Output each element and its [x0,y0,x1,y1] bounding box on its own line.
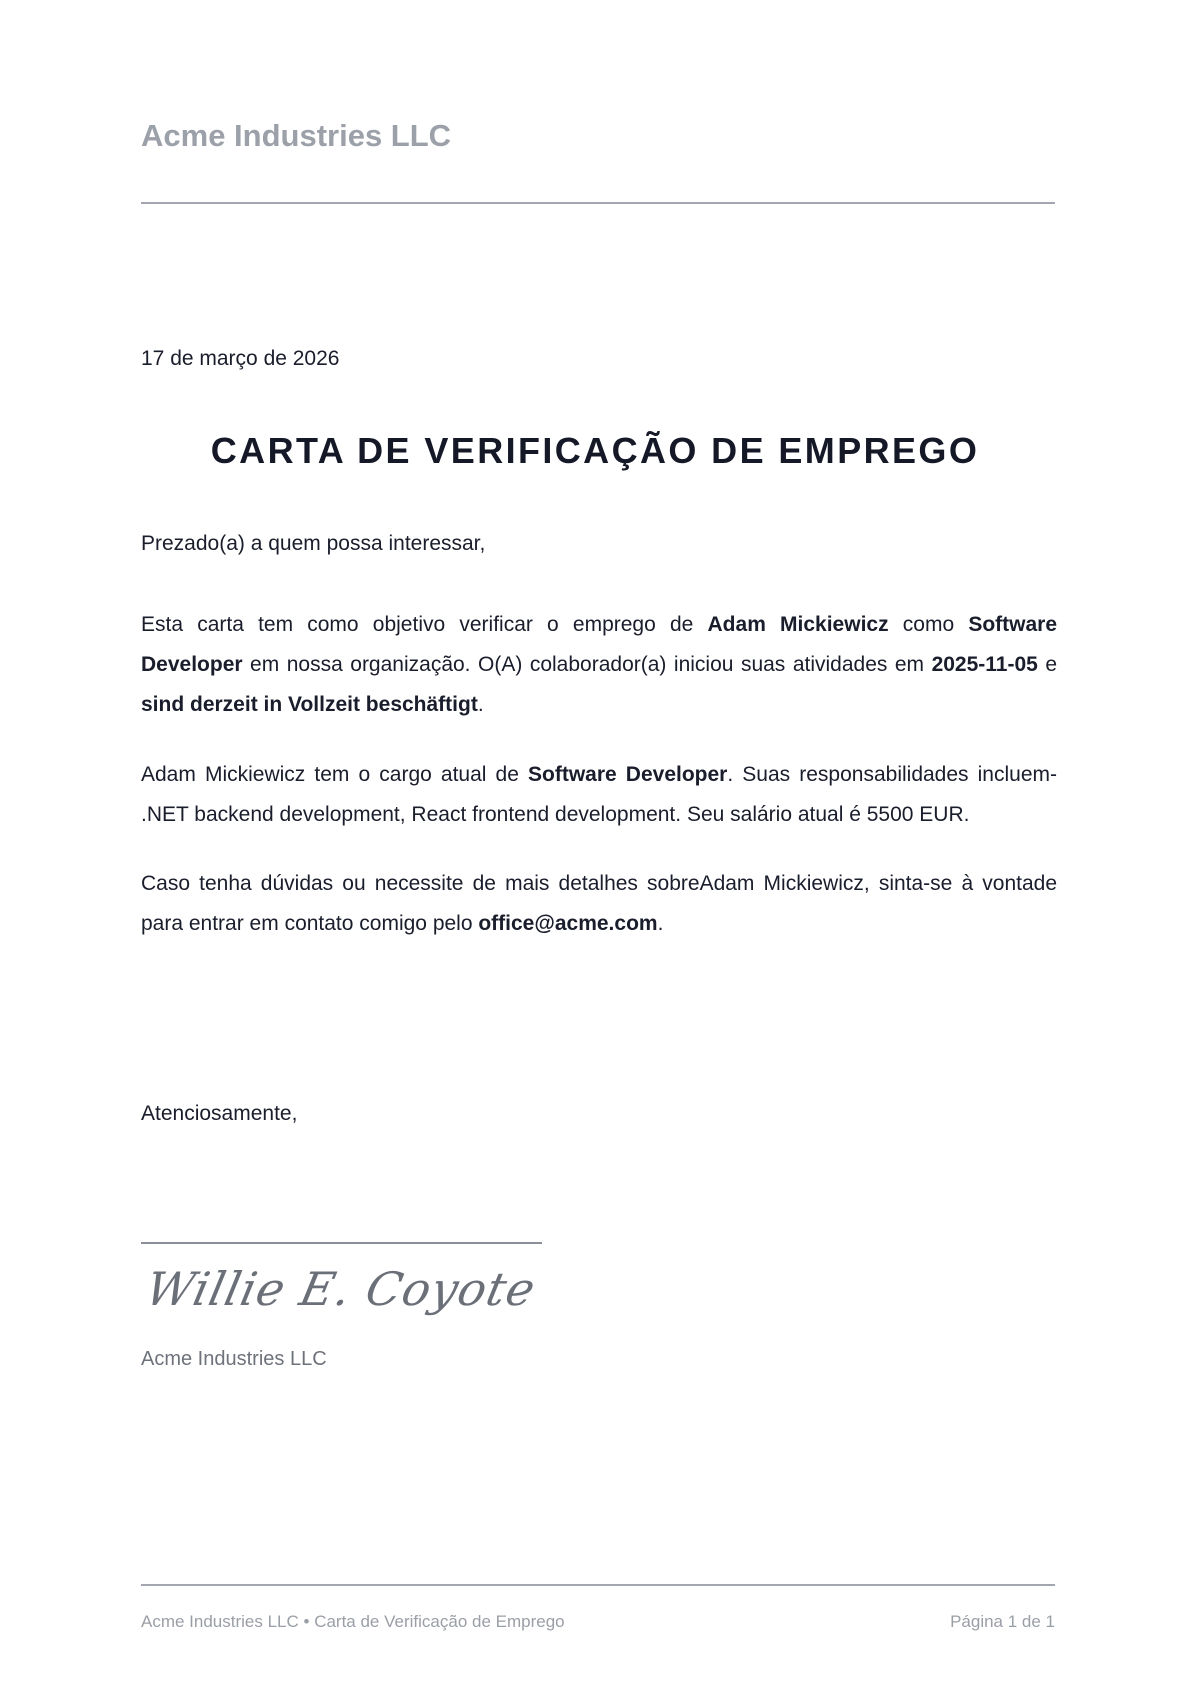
letter-title: CARTA DE VERIFICAÇÃO DE EMPREGO [210,430,980,471]
letter-date: 17 de março de 2026 [141,347,340,370]
signature: Willie E. Coyote [141,1262,541,1316]
text: . [657,912,664,935]
text: e [1037,653,1058,676]
footer-divider [141,1584,1055,1586]
text: Adam Mickiewicz tem o cargo atual de [141,763,529,786]
employee-name: Adam Mickiewicz [707,613,889,636]
signature-company: Acme Industries LLC [141,1348,327,1370]
salutation: Prezado(a) a quem possa interessar, [141,532,486,555]
company-header: Acme Industries LLC [141,118,452,153]
text: como [888,613,969,636]
text: . [477,693,484,716]
text: Caso tenha dúvidas ou necessite de mais detalhes sobreAdam Mickiewicz, sinta-se à vontade para entrar em contato comigo pelo [141,872,1057,935]
footer-left: Acme Industries LLC • Carta de Verificação de Emprego [141,1612,565,1631]
signature-line [141,1242,542,1244]
position: Software Developer [528,763,728,786]
page-number: Página 1 de 1 [950,1612,1055,1631]
contact-email: office@acme.com [478,912,658,935]
paragraph-role [141,755,1057,835]
text: em nossa organização. O(A) colaborador(a) iniciou suas atividades em [242,653,932,676]
text: Esta carta tem como objetivo verificar o emprego de [141,613,708,636]
header-divider [141,202,1055,204]
position: Software Developer [141,613,1057,676]
closing: Atenciosamente, [141,1102,298,1125]
paragraph-contact [141,864,1057,944]
paragraph-employment [141,605,1057,725]
employment-status: sind derzeit in Vollzeit beschäftigt [141,693,478,716]
text: . Suas responsabilidades incluem- .NET backend development, React frontend development. Seu salário atual é 5500 EUR. [141,763,1057,826]
start-date: 2025-11-05 [931,653,1038,676]
